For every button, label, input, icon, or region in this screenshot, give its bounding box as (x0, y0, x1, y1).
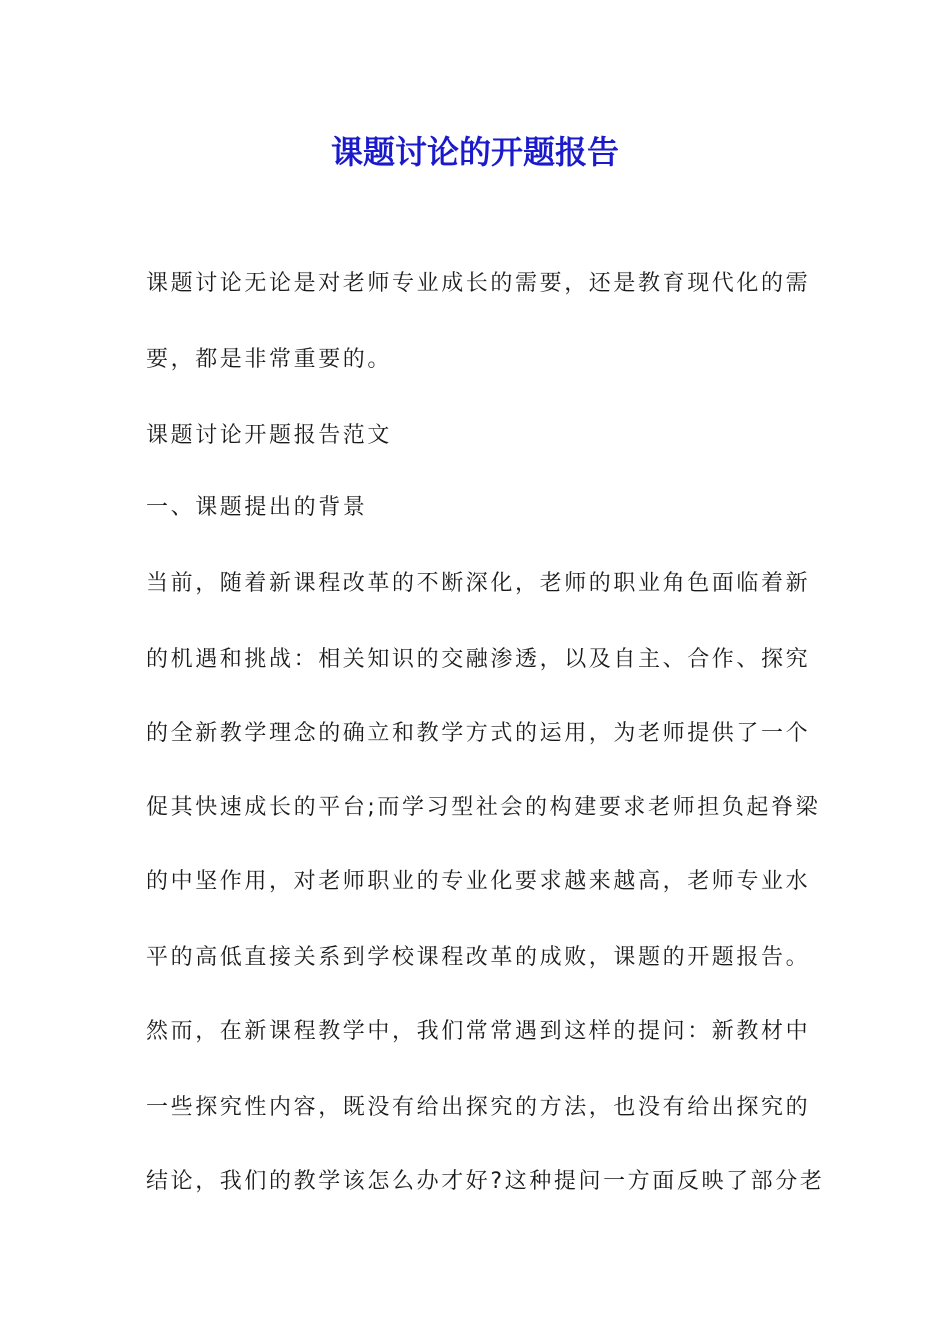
body-line: 当前，随着新课程改革的不断深化，老师的职业角色面临着新 (146, 571, 811, 596)
document-title: 课题讨论的开题报告 (330, 133, 619, 171)
intro-line-1: 课题讨论无论是对老师专业成长的需要，还是教育现代化的需 (146, 271, 811, 296)
body-line: 然而，在新课程教学中，我们常常遇到这样的提问：新教材中 (146, 1019, 811, 1044)
body-line: 一些探究性内容，既没有给出探究的方法，也没有给出探究的 (146, 1095, 811, 1120)
intro-line-2: 要，都是非常重要的。 (146, 347, 393, 372)
section-heading-background: 一、课题提出的背景 (146, 495, 368, 520)
body-line: 结论，我们的教学该怎么办才好?这种提问一方面反映了部分老 (146, 1169, 825, 1194)
body-line: 促其快速成长的平台;而学习型社会的构建要求老师担负起脊梁 (146, 795, 821, 820)
body-line: 的全新教学理念的确立和教学方式的运用，为老师提供了一个 (146, 721, 811, 746)
body-line: 平的高低直接关系到学校课程改革的成败，课题的开题报告。 (146, 945, 811, 970)
body-line: 的中坚作用，对老师职业的专业化要求越来越高，老师专业水 (146, 869, 811, 894)
section-heading-sample: 课题讨论开题报告范文 (146, 423, 393, 448)
body-line: 的机遇和挑战：相关知识的交融渗透，以及自主、合作、探究 (146, 647, 811, 672)
